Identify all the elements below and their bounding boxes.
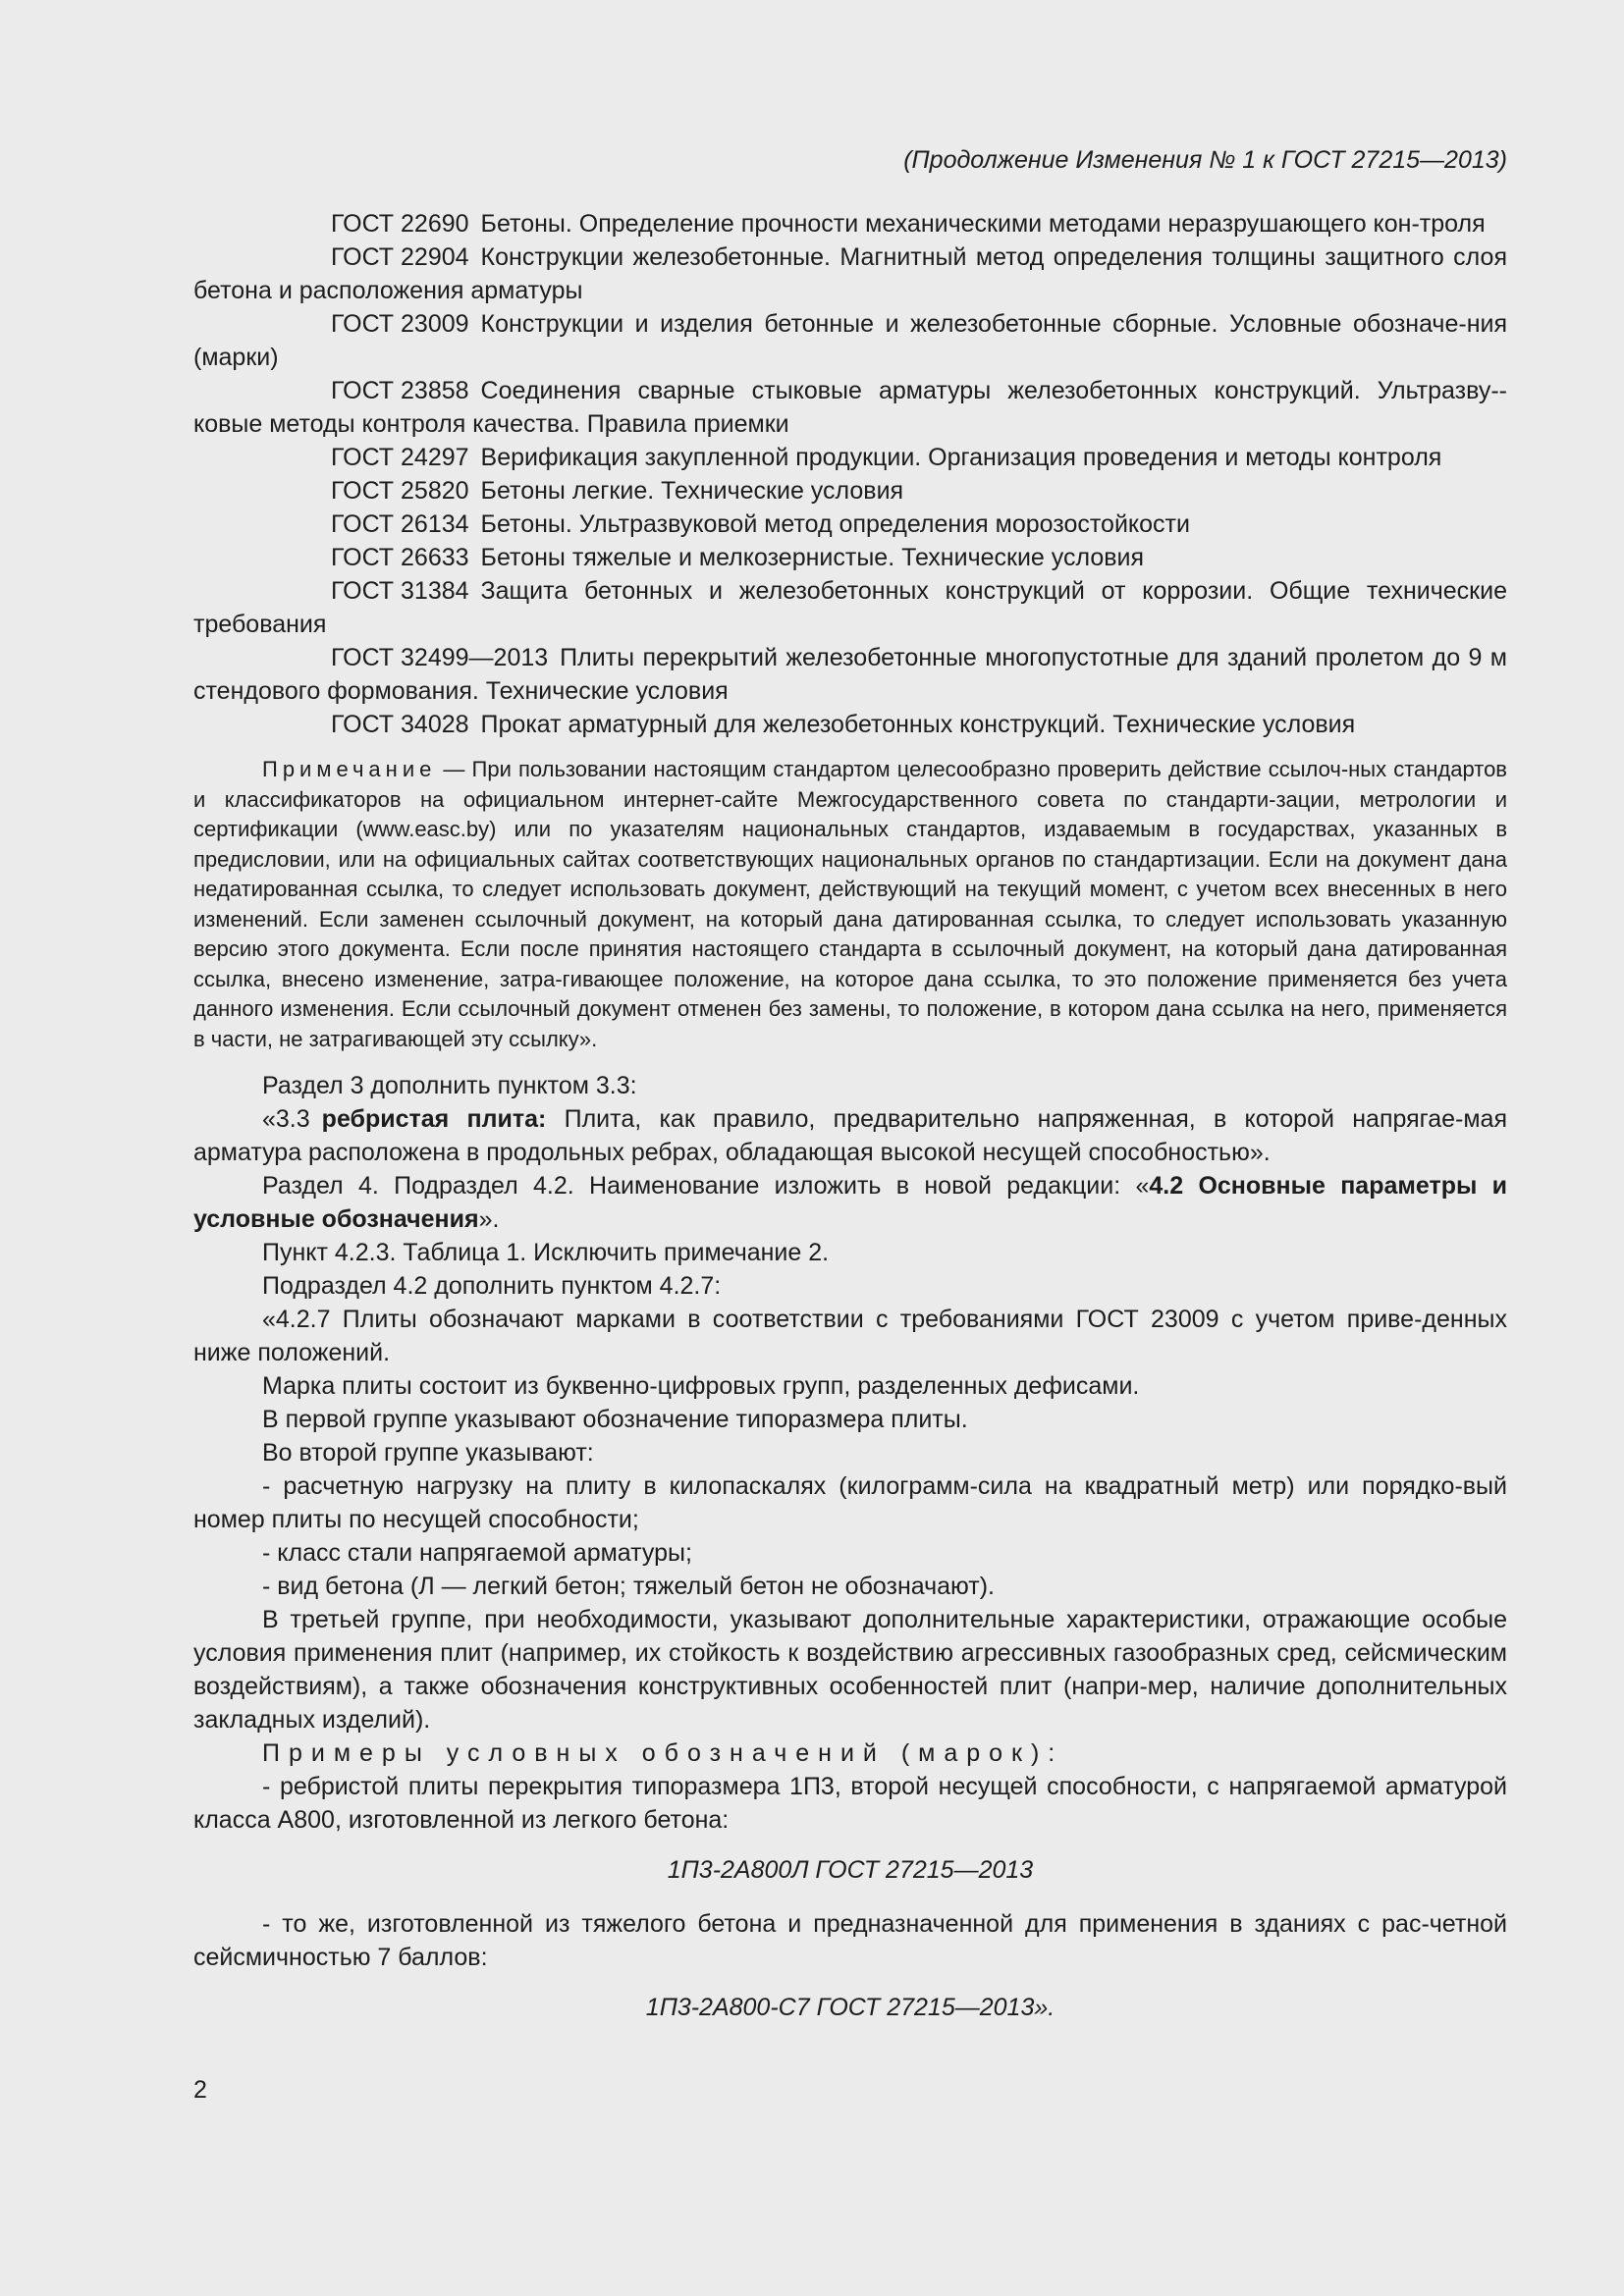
- group-second: Во второй группе указывают:: [262, 1439, 594, 1467]
- reference-code: ГОСТ 23009: [331, 310, 469, 338]
- reference-code: ГОСТ 34028: [331, 711, 469, 738]
- page-header: (Продолжение Изменения № 1 к ГОСТ 27215—2013): [903, 146, 1507, 174]
- reference-item: [193, 207, 1507, 240]
- reference-code: ГОСТ 23858: [331, 377, 469, 404]
- mark-structure: Марка плиты состоит из буквенно-цифровых групп, разделенных дефисами.: [262, 1372, 1140, 1400]
- reference-title: Плиты перекрытий железобетонные многопустотные для зданий пролетом до 9 м стендового формования. Технические условия: [193, 644, 1507, 705]
- reference-title: Соединения сварные стыковые арматуры железобетонных конструкций. Ультразву-ковые методы контроля качества. Правила приемки: [193, 377, 1507, 438]
- term-text: Плита, как правило, предварительно напряженная, в которой напрягае-мая арматура расположена в продольных ребрах, обладающая высокой несущей способностью».: [193, 1105, 1507, 1166]
- group-third: В третьей группе, при необходимости, указывают дополнительные характеристики, отражающие особые условия применения плит (например, их стойкость к воздействию агрессивных газообразных сред, сейсмическим воздействиям), а также обозначения конструктивных особенностей плит (напри-мер, наличие дополнительных закладных изделий).: [193, 1606, 1507, 1734]
- reference-item: [193, 541, 1507, 574]
- reference-code: ГОСТ 22690: [331, 210, 469, 238]
- references-list: [193, 207, 1507, 741]
- reference-item: [193, 374, 1507, 441]
- item-427: «4.2.7 Плиты обозначают марками в соответствии с требованиями ГОСТ 23009 с учетом приве-денных ниже положений.: [193, 1306, 1507, 1366]
- reference-title: Бетоны легкие. Технические условия: [480, 477, 904, 505]
- reference-title: Защита бетонных и железобетонных конструкций от коррозии. Общие технические требования: [193, 577, 1507, 638]
- new-title: 4.2 Основные параметры и условные обозначения: [193, 1172, 1507, 1233]
- page-number: 2: [193, 2076, 207, 2104]
- examples-label: Примеры условных обозначений: [262, 1739, 886, 1767]
- term-name: ребристая плита:: [321, 1105, 547, 1133]
- reference-item: [193, 507, 1507, 541]
- reference-title: Конструкции и изделия бетонные и железобетонные сборные. Условные обозначе-ния (марки): [193, 310, 1507, 371]
- examples-heading: [193, 1736, 1507, 1770]
- list-item: - класс стали напрягаемой арматуры;: [262, 1539, 692, 1567]
- change-text: Раздел 4. Подраздел 4.2. Наименование изложить в новой редакции: «: [262, 1172, 1150, 1200]
- reference-code: ГОСТ 26134: [331, 510, 469, 538]
- reference-item: [193, 307, 1507, 374]
- section3-intro: Раздел 3 дополнить пунктом 3.3:: [262, 1072, 637, 1099]
- reference-item: [193, 641, 1507, 708]
- term-number: «3.3: [262, 1105, 310, 1133]
- reference-title: Бетоны. Определение прочности механическими методами неразрушающего кон-троля: [480, 210, 1486, 238]
- reference-code: ГОСТ 32499—2013: [331, 644, 549, 671]
- reference-title: Конструкции железобетонные. Магнитный метод определения толщины защитного слоя бетона и расположения арматуры: [193, 243, 1507, 304]
- reference-code: ГОСТ 22904: [331, 243, 469, 271]
- example-2-text: - то же, изготовленной из тяжелого бетона и предназначенной для применения в зданиях с рас-четной сейсмичностью 7 баллов:: [193, 1910, 1507, 1971]
- term-definition: [193, 1102, 1507, 1169]
- list-item: - расчетную нагрузку на плиту в килопаскалях (килограмм-сила на квадратный метр) или порядко-вый номер плиты по несущей способности;: [193, 1472, 1507, 1533]
- note-text: — При пользовании настоящим стандартом целесообразно проверить действие ссылоч-ных стандартов и классификаторов на официальном интернет-сайте Межгосударственного совета по стандарти-зации, метрологии и сертификации (www.easc.by) или по указателям национальных стандартов, издаваемым в государствах, указанных в предисловии, или на официальных сайтах соответствующих национальных органов по стандартизации. Если на документ дана недатированная ссылка, то следует использовать документ, действующий на текущий момент, с учетом всех внесенных в него изменений. Если заменен ссылочный документ, на который дана датированная ссылка, то следует использовать указанную версию этого документа. Если после принятия настоящего стандарта в ссылочный документ, на который дана датированная ссылка, внесено изменение, затра-гивающее положение, на которое дана ссылка, то это положение применяется без учета данного изменения. Если ссылочный документ отменен без замены, то положение, в котором дана ссылка на него, применяется в части, не затрагивающей эту ссылку».: [193, 757, 1507, 1051]
- note-paragraph: [193, 755, 1507, 1054]
- page-content: [193, 143, 1507, 2034]
- reference-code: ГОСТ 25820: [331, 477, 469, 505]
- example-1-text: - ребристой плиты перекрытия типоразмера 1П3, второй несущей способности, с напрягаемой арматурой класса А800, изготовленной из легкого бетона:: [193, 1773, 1507, 1834]
- reference-title: Верификация закупленной продукции. Организация проведения и методы контроля: [480, 444, 1442, 471]
- reference-title: Бетоны тяжелые и мелкозернистые. Технические условия: [480, 544, 1145, 571]
- examples-suffix: (марок):: [885, 1739, 1064, 1767]
- group-first: В первой группе указывают обозначение типоразмера плиты.: [262, 1406, 968, 1433]
- reference-item: [193, 474, 1507, 507]
- note-label: Примечание: [262, 757, 437, 781]
- example-1-designation: 1П3-2А800Л ГОСТ 27215—2013: [667, 1856, 1034, 1884]
- reference-item: [193, 574, 1507, 641]
- table-note-removal: Пункт 4.2.3. Таблица 1. Исключить примечание 2.: [262, 1239, 830, 1266]
- reference-item: [193, 240, 1507, 307]
- change-suffix: ».: [478, 1205, 500, 1233]
- list-item: - вид бетона (Л — легкий бетон; тяжелый бетон не обозначают).: [262, 1573, 995, 1600]
- reference-title: Бетоны. Ультразвуковой метод определения морозостойкости: [480, 510, 1190, 538]
- reference-item: [193, 441, 1507, 474]
- example-2-designation: 1П3-2А800-С7 ГОСТ 27215—2013».: [645, 1994, 1056, 2021]
- section4-title-change: [193, 1169, 1507, 1236]
- add-item-intro: Подраздел 4.2 дополнить пунктом 4.2.7:: [262, 1272, 722, 1300]
- reference-code: ГОСТ 31384: [331, 577, 469, 605]
- reference-item: [193, 708, 1507, 741]
- reference-code: ГОСТ 26633: [331, 544, 469, 571]
- reference-title: Прокат арматурный для железобетонных конструкций. Технические условия: [480, 711, 1356, 738]
- reference-code: ГОСТ 24297: [331, 444, 469, 471]
